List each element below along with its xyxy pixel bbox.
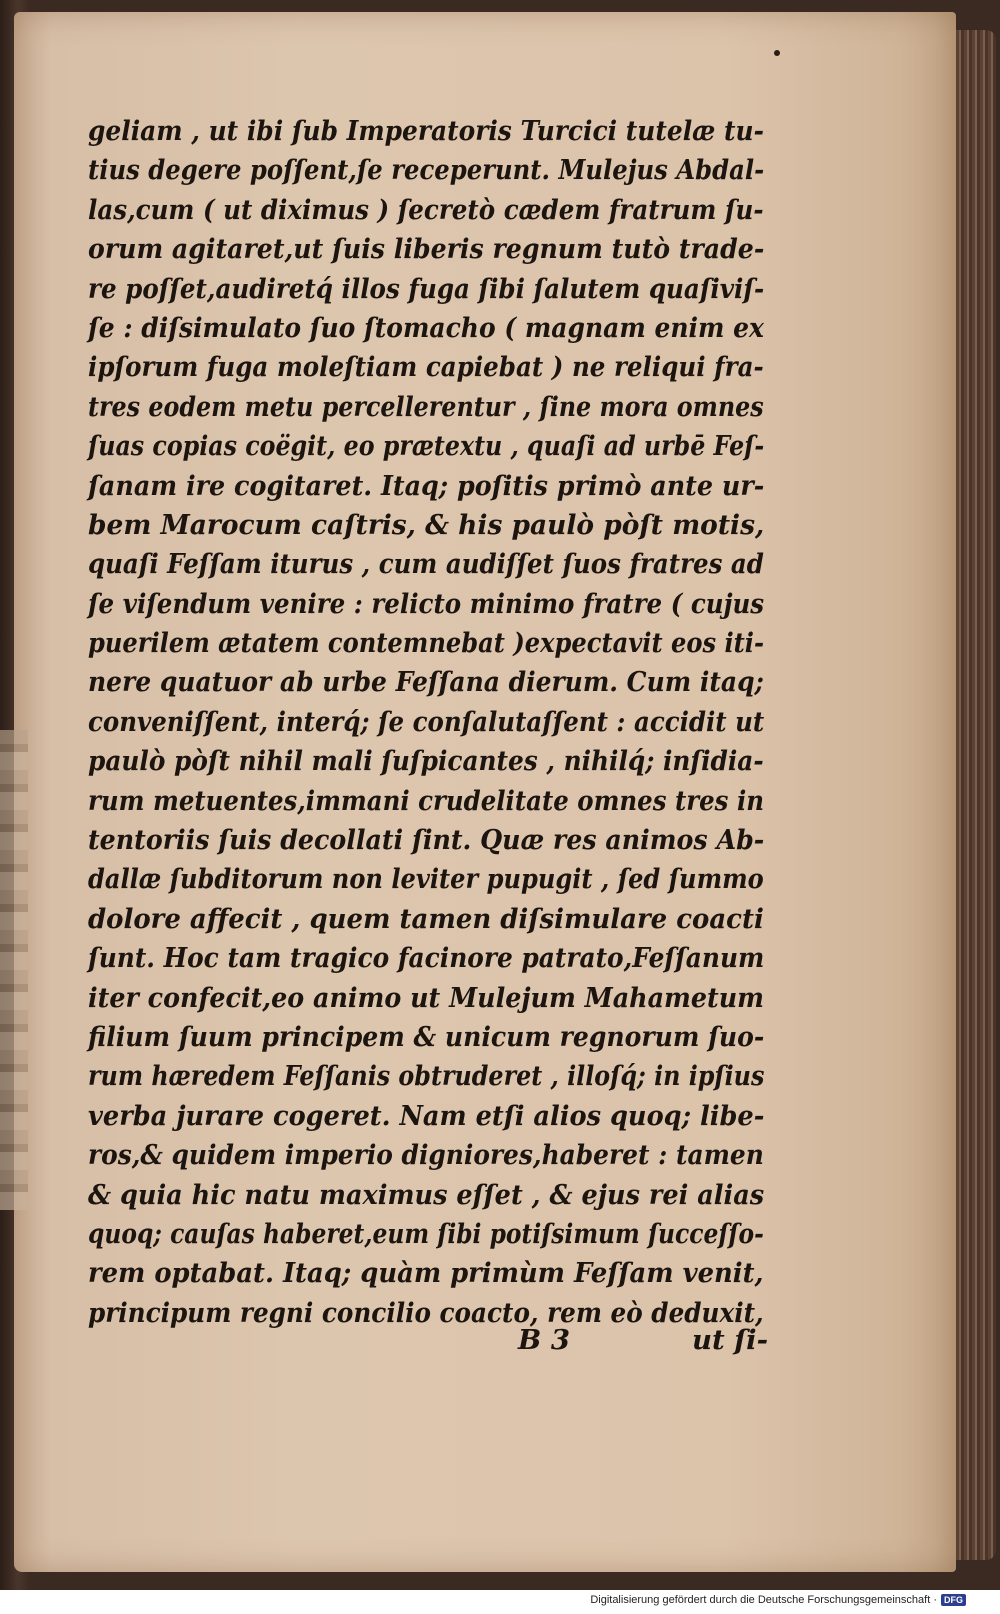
text-line: ipſorum fuga moleſtiam capiebat ) ne reliqui fra- — [88, 351, 764, 384]
credit-text: Digitalisierung gefördert durch die Deutsche Forschungsgemeinschaft · — [590, 1594, 937, 1606]
text-line: ſanam ire cogitaret. Itaq; poſitis primò ante ur- — [88, 469, 765, 502]
text-line: iter confecit,eo animo ut Mulejum Mahametum — [88, 981, 764, 1014]
torn-margin — [0, 730, 28, 1210]
text-line: tius degere poſſent,ſe receperunt. Mulejus Abdal- — [88, 154, 765, 187]
dfg-logo: DFG — [941, 1594, 966, 1606]
text-line: verba jurare cogeret. Nam etſi alios quoq; libe- — [88, 1099, 765, 1132]
text-line: dolore affecit , quem tamen diſsimulare coacti — [88, 902, 764, 935]
page-text — [88, 112, 768, 1333]
text-line: bem Marocum caſtris, & his paulò pòſt motis, — [88, 508, 765, 541]
text-line: tentoriis ſuis decollati ſint. Quæ res animos Ab- — [88, 824, 765, 857]
text-line: rem optabat. Itaq; quàm primùm Feſſam venit, — [88, 1257, 764, 1290]
text-line: & quia hic natu maximus eſſet , & ejus rei alias — [88, 1178, 765, 1211]
text-line: principum regni concilio coacto, rem eò deduxit, — [88, 1296, 764, 1329]
signature-mark: B 3 — [518, 1324, 570, 1356]
text-line: ſuas copias coëgit, eo prætextu , quaſi ad urbē Feſ- — [88, 430, 765, 463]
text-line: paulò pòſt nihil mali ſuſpicantes , nihilq́; inſidia- — [88, 745, 764, 778]
text-line: conveniſſent, interq́; ſe conſalutaſſent : accidit ut — [88, 705, 765, 738]
text-line: ſe : diſsimulato ſuo ſtomacho ( magnam enim ex — [88, 311, 764, 344]
text-line: quoq; cauſas haberet,eum ſibi potiſsimum ſucceſſo- — [88, 1217, 764, 1250]
text-line: quaſi Feſſam iturus , cum audiſſet ſuos fratres ad — [88, 548, 764, 581]
ink-spot — [774, 50, 780, 56]
text-line: filium ſuum principem & unicum regnorum ſuo- — [88, 1020, 765, 1053]
text-line: tres eodem metu percellerentur , ſine mora omnes — [88, 390, 764, 423]
text-line: rum hæredem Feſſanis obtruderet , illoſq́; in ipſius — [88, 1060, 765, 1093]
text-line: nere quatuor ab urbe Feſſana dierum. Cum itaq; — [88, 666, 764, 699]
text-line: orum agitaret,ut ſuis liberis regnum tutò trade- — [88, 233, 765, 266]
page-footer — [88, 1320, 768, 1360]
text-line: puerilem ætatem contemnebat )expectavit eos iti- — [88, 627, 764, 660]
book-page — [14, 12, 956, 1572]
text-line: geliam , ut ibi ſub Imperatoris Turcici tutelæ tu- — [88, 115, 764, 147]
catchword: ut ſi- — [692, 1324, 768, 1356]
page-edges — [956, 30, 996, 1560]
text-line: ros,& quidem imperio digniores,haberet : tamen — [88, 1139, 764, 1172]
text-line: ſe viſendum venire : relicto minimo fratre ( cujus — [88, 587, 765, 620]
digitization-credit — [590, 1590, 966, 1610]
text-line: re poſſet,audiretq́ illos fuga ſibi ſalutem quaſiviſ- — [88, 272, 765, 305]
text-line: ſunt. Hoc tam tragico facinore patrato,Feſſanum — [88, 942, 765, 975]
text-line: dallæ ſubditorum non leviter pupugit , ſed ſummo — [88, 863, 764, 896]
text-line: rum metuentes,immani crudelitate omnes tres in — [88, 784, 764, 817]
text-line: las,cum ( ut diximus ) ſecretò cædem fratrum ſu- — [88, 193, 764, 226]
